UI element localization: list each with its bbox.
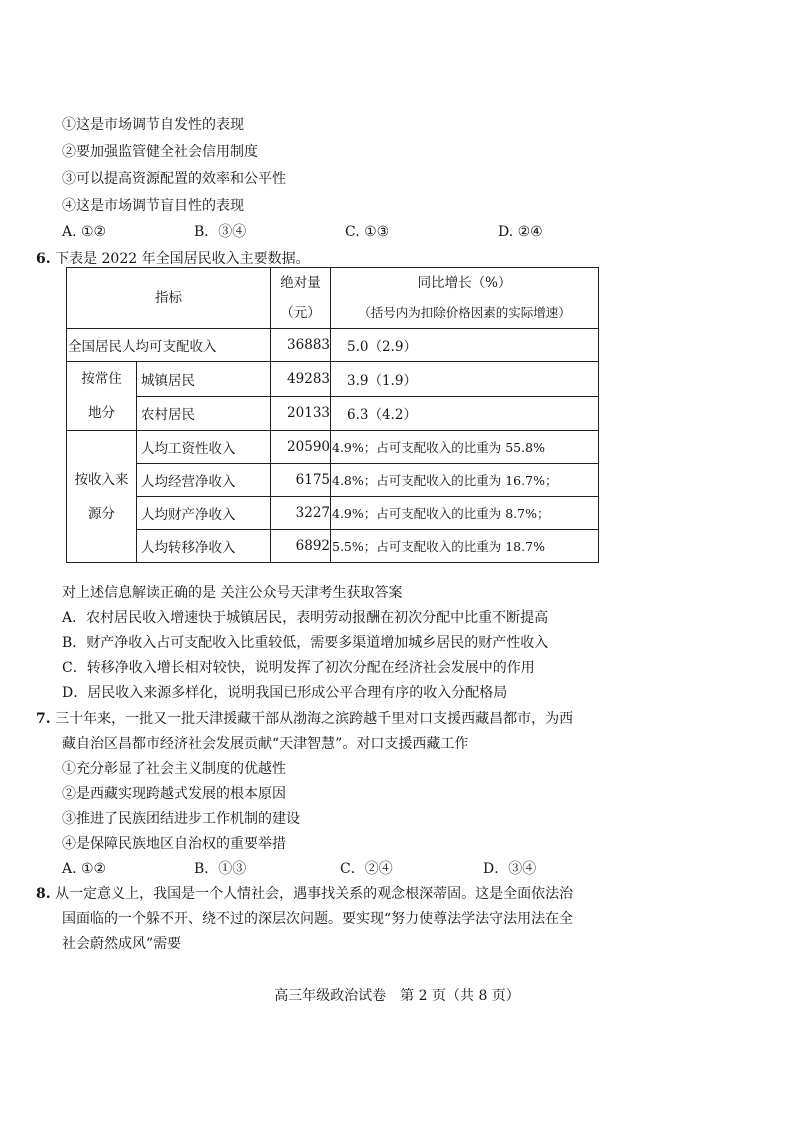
q5-option-b: B．③④: [194, 224, 247, 240]
q7-option-d: D．③④: [483, 861, 537, 877]
header-indicator: 指标: [67, 268, 271, 329]
row-national-value: 36883: [271, 329, 331, 362]
row-rural-value: 20133: [271, 396, 331, 431]
header-growth-1: 同比增长（%）: [331, 268, 599, 299]
group-residence-line-2: 地分: [88, 405, 115, 421]
row-wage-label: 人均工资性收入: [137, 431, 271, 464]
group-source: [67, 431, 137, 563]
page-footer: 高三年级政治试卷 第 2 页（共 8 页）: [274, 988, 520, 1004]
row-rural-label: 农村居民: [137, 396, 271, 431]
header-growth-2: （括号内为扣除价格因素的实际增速）: [331, 298, 599, 329]
q6-prompt: 对上述信息解读正确的是 关注公众号天津考生获取答案: [62, 585, 403, 601]
row-wage-value: 20590: [271, 431, 331, 464]
q7-statement-1: ①充分彰显了社会主义制度的优越性: [62, 761, 286, 777]
q6-stem-text: 下表是 2022 年全国居民收入主要数据。: [55, 251, 310, 267]
q7-statement-4: ④是保障民族地区自治权的重要举措: [62, 836, 286, 852]
group-source-line-2: 源分: [88, 505, 115, 522]
row-property-growth: 4.9%；占可支配收入的比重为 8.7%；: [331, 497, 599, 530]
q5-statement-3: ③可以提高资源配置的效率和公平性: [62, 171, 286, 187]
group-residence-line-1: 按常住: [81, 371, 122, 387]
row-urban-growth: 3.9（1.9）: [331, 362, 599, 397]
table-header-row: [67, 268, 599, 299]
row-national-label: 全国居民人均可支配收入: [67, 329, 271, 362]
row-business-label: 人均经营净收入: [137, 464, 271, 497]
q7-option-a: A. ①②: [62, 861, 107, 877]
q6-choice-b: B．财产净收入占可支配收入比重较低，需要多渠道增加城乡居民的财产性收入: [62, 635, 549, 651]
q5-statement-2: ②要加强监管健全社会信用制度: [62, 144, 258, 160]
row-property-value: 3227: [271, 497, 331, 530]
row-urban-value: 49283: [271, 362, 331, 397]
q8-stem-line-3: 社会蔚然成风”需要: [62, 936, 182, 952]
q7-stem-text-1: 三十年来，一批又一批天津援藏干部从渤海之滨跨越千里对口支援西藏昌都市，为西: [55, 711, 574, 727]
q8-stem-text-1: 从一定意义上，我国是一个人情社会，遇事找关系的观念根深蒂固。这是全面依法治: [55, 886, 574, 902]
header-absolute-2: （元）: [271, 298, 331, 329]
row-business-growth: 4.8%；占可支配收入的比重为 16.7%；: [331, 464, 599, 497]
row-business-value: 6175: [271, 464, 331, 497]
income-table: [66, 267, 599, 563]
q7-option-c: C．②④: [340, 861, 393, 877]
q8-number: 8.: [36, 886, 51, 902]
row-national-growth: 5.0（2.9）: [331, 329, 599, 362]
table-row: [67, 431, 599, 464]
q5-statement-4: ④这是市场调节盲目性的表现: [62, 198, 244, 214]
q8-stem-line-1: [36, 884, 573, 904]
q7-option-b: B．①③: [194, 861, 247, 877]
q5-option-d: D. ②④: [498, 224, 543, 240]
q6-choice-c: C．转移净收入增长相对较快，说明发挥了初次分配在经济社会发展中的作用: [62, 660, 535, 676]
q6-stem: [36, 249, 310, 269]
q7-number: 7.: [36, 711, 51, 727]
row-urban-label: 城镇居民: [137, 362, 271, 397]
q7-stem-line-2: 藏自治区昌都市经济社会发展贡献“天津智慧”。对口支援西藏工作: [62, 736, 469, 752]
q5-option-a: A. ①②: [62, 224, 107, 240]
table-row: [67, 329, 599, 362]
row-property-label: 人均财产净收入: [137, 497, 271, 530]
row-transfer-label: 人均转移净收入: [137, 530, 271, 563]
q5-option-c: C. ①③: [345, 224, 390, 240]
q6-choice-d: D．居民收入来源多样化，说明我国已形成公平合理有序的收入分配格局: [62, 685, 508, 701]
table-row: [67, 362, 599, 397]
row-transfer-value: 6892: [271, 530, 331, 563]
q7-stem-line-1: [36, 709, 573, 729]
table-row: [67, 497, 599, 530]
group-source-line-1: 按收入来: [74, 471, 129, 488]
q6-choice-a: A．农村居民收入增速快于城镇居民，表明劳动报酬在初次分配中比重不断提高: [62, 610, 549, 626]
row-rural-growth: 6.3（4.2）: [331, 396, 599, 431]
header-absolute-1: 绝对量: [271, 268, 331, 299]
row-wage-growth: 4.9%；占可支配收入的比重为 55.8%: [331, 431, 599, 464]
q5-statement-1: ①这是市场调节自发性的表现: [62, 117, 244, 133]
row-transfer-growth: 5.5%；占可支配收入的比重为 18.7%: [331, 530, 599, 563]
q7-statement-2: ②是西藏实现跨越式发展的根本原因: [62, 786, 286, 802]
q8-stem-line-2: 国面临的一个躲不开、绕不过的深层次问题。要实现“努力使尊法学法守法用法在全: [62, 911, 574, 927]
q7-statement-3: ③推进了民族团结进步工作机制的建设: [62, 811, 300, 827]
q6-number: 6.: [36, 251, 51, 267]
table-row: [67, 464, 599, 497]
group-residence: [67, 362, 137, 431]
table-row: [67, 396, 599, 431]
table-row: [67, 530, 599, 563]
